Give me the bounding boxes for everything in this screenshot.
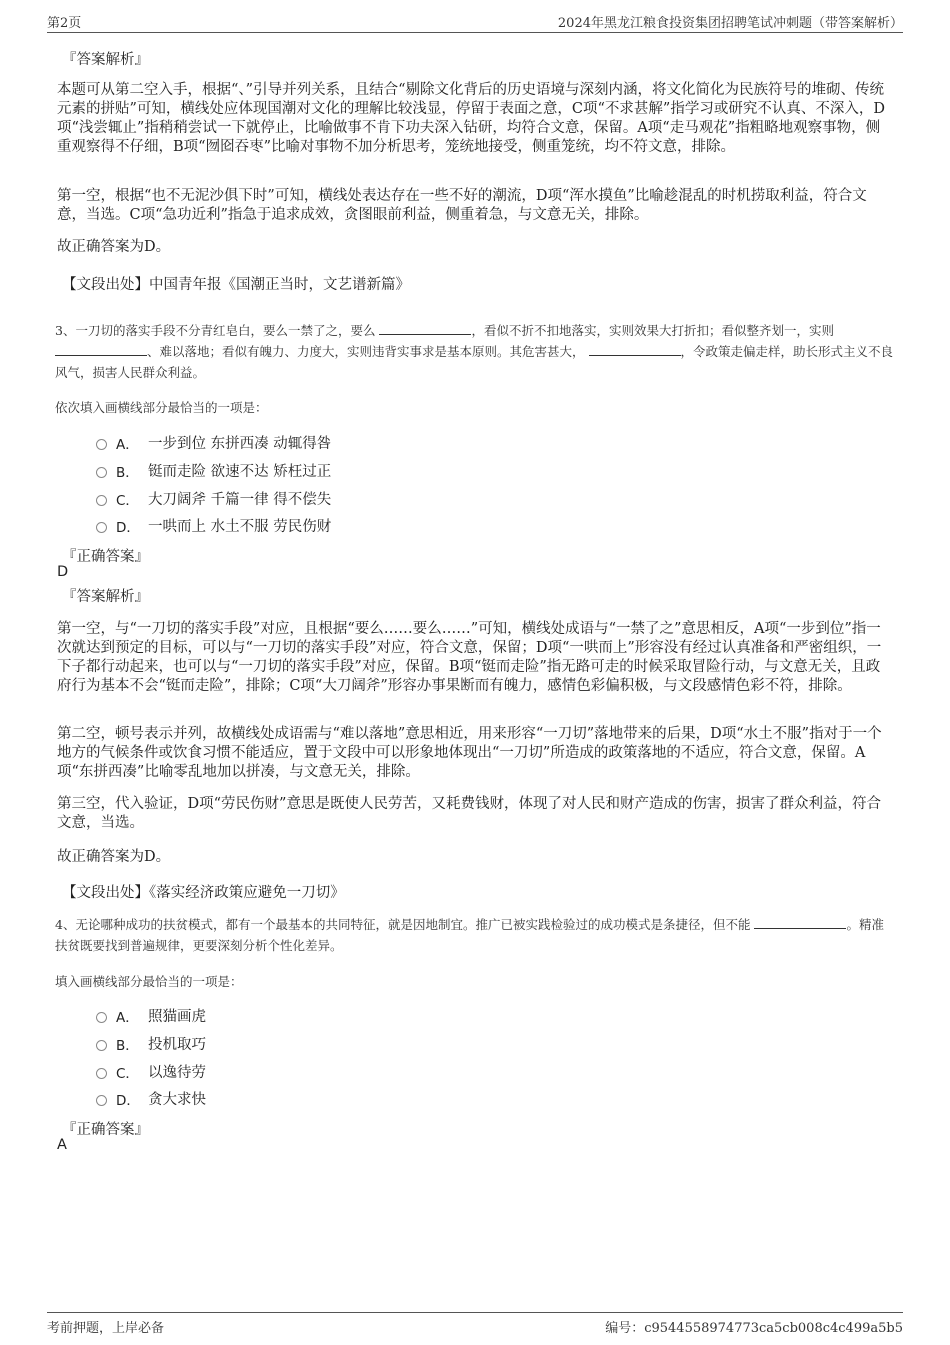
q3-analysis-p3: 第三空，代入验证，D项“劳民伤财”意思是既使人民劳苦，又耗费钱财，体现了对人民和财产造成的伤害，损害了群众利益，符合文意，当选。 bbox=[57, 796, 881, 831]
q3-blank-2 bbox=[55, 343, 147, 356]
radio-icon[interactable] bbox=[96, 467, 107, 478]
radio-icon[interactable] bbox=[96, 1012, 107, 1023]
q3-analysis-p2: 第二空，顿号表示并列，故横线处成语需与“难以落地”意思相近，用来形容“一刀切”落地带来的后果，D项“水土不服”指对于一个地方的气候条件或饮食习惯不能适应，置于文段中可以形象地体现出“一刀切”所造成的政策落地的不适应，符合文意，保留。A项“东拼西凑”比喻零乱地加以拼凑，与文意无关，排除。 bbox=[57, 726, 882, 780]
q3-prompt: 依次填入画横线部分最恰当的一项是： bbox=[55, 400, 268, 415]
document-title: 2024年黑龙江粮食投资集团招聘笔试冲刺题（带答案解析） bbox=[557, 16, 903, 31]
q2-analysis-p2: 第一空，根据“也不无泥沙俱下时”可知，横线处表达存在一些不好的潮流，D项“浑水摸鱼”比喻趁混乱的时机捞取利益，符合文意，当选。C项“急功近利”指急于追求成效，贪图眼前利益，侧重着急，与文意无关，排除。 bbox=[57, 188, 867, 223]
q3-option-d[interactable]: D． 一哄而上 水土不服 劳民伤财 bbox=[96, 515, 331, 536]
q3-option-c[interactable]: C． 大刀阔斧 千篇一律 得不偿失 bbox=[96, 488, 331, 509]
page-footer bbox=[47, 1312, 903, 1336]
q3-analysis-p1: 第一空，与“一刀切的落实手段”对应，且根据“要么……要么……”可知，横线处成语与“一禁了之”意思相反，A项“一步到位”指一次就达到预定的目标，可以与“一刀切的落实手段”对应，符合文意，保留；D项“一哄而上”形容没有经过认真准备和严密组织，一下子都行动起来，也可以与“一刀切的落实手段”对应，保留。B项“铤而走险”指无路可走的时候采取冒险行动，与文意无关，且政府行为基本不会“铤而走险”，排除；C项“大刀阔斧”形容办事果断而有魄力，感情色彩偏积极，与文段感情色彩不符，排除。 bbox=[57, 621, 882, 694]
q4-option-d[interactable]: D． 贪大求快 bbox=[96, 1088, 206, 1109]
q4-correct-value: A bbox=[57, 1137, 67, 1153]
page-header bbox=[47, 12, 903, 33]
footer-slogan: 考前押题，上岸必备 bbox=[47, 1321, 165, 1336]
q2-analysis-label: 『答案解析』 bbox=[62, 52, 149, 68]
footer-serial: 编号：c9544558974773ca5cb008c4c499a5b5 bbox=[605, 1321, 903, 1336]
q3-conclusion: 故正确答案为D。 bbox=[57, 849, 171, 865]
q3-correct-value: D bbox=[57, 564, 69, 580]
q2-conclusion: 故正确答案为D。 bbox=[57, 239, 171, 255]
radio-icon[interactable] bbox=[96, 1068, 107, 1079]
q3-stem: 3、一刀切的落实手段不分青红皂白，要么一禁了之，要么 ，看似不折不扣地落实，实则效果大打折扣；看似整齐划一，实则 、难以落地；看似有魄力、力度大，实则违背实事求是基本原则。其危害甚大， ，令政策走偏走样，助长形式主义不良风气，损害人民群众利益。 bbox=[55, 323, 894, 380]
q4-correct-label: 『正确答案』 bbox=[62, 1122, 149, 1138]
q2-analysis-p1: 本题可从第二空入手，根据“、”引导并列关系，且结合“剔除文化背后的历史语境与深刻内涵，将文化简化为民族符号的堆砌、传统元素的拼贴”可知，横线处应体现国潮对文化的理解比较浅显，停留于表面之意，C项“不求甚解”指学习或研究不认真、不深入，D项“浅尝辄止”指稍稍尝试一下就停止，比喻做事不肯下功夫深入钻研，均符合文意，保留。A项“走马观花”指粗略地观察事物，侧重观察得不仔细，B项“囫囵吞枣”比喻对事物不加分析思考，笼统地接受，侧重笼统，均不符文意，排除。 bbox=[57, 82, 885, 155]
q4-option-c[interactable]: C． 以逸待劳 bbox=[96, 1061, 206, 1082]
radio-icon[interactable] bbox=[96, 439, 107, 450]
radio-icon[interactable] bbox=[96, 1040, 107, 1051]
q3-blank-3 bbox=[589, 343, 681, 356]
q4-blank-1 bbox=[754, 916, 846, 929]
page-number: 第2页 bbox=[47, 16, 82, 31]
q4-prompt: 填入画横线部分最恰当的一项是： bbox=[55, 974, 243, 989]
q3-correct-label: 『正确答案』 bbox=[62, 549, 149, 565]
radio-icon[interactable] bbox=[96, 522, 107, 533]
q3-option-a[interactable]: A． 一步到位 东拼西凑 动辄得咎 bbox=[96, 432, 331, 453]
q3-analysis-label: 『答案解析』 bbox=[62, 589, 149, 605]
q4-option-a[interactable]: A． 照猫画虎 bbox=[96, 1005, 206, 1026]
q3-option-b[interactable]: B． 铤而走险 欲速不达 矫枉过正 bbox=[96, 460, 331, 481]
q3-source: 【文段出处】《落实经济政策应避免一刀切》 bbox=[62, 885, 345, 901]
q4-stem: 4、无论哪种成功的扶贫模式，都有一个最基本的共同特征，就是因地制宜。推广已被实践检验过的成功模式是条捷径，但不能 。精准扶贫既要找到普遍规律，更要深刻分析个性化差异。 bbox=[55, 917, 884, 953]
radio-icon[interactable] bbox=[96, 1095, 107, 1106]
q3-blank-1 bbox=[379, 322, 471, 335]
radio-icon[interactable] bbox=[96, 495, 107, 506]
q2-source: 【文段出处】中国青年报《国潮正当时，文艺谱新篇》 bbox=[62, 277, 410, 293]
q4-option-b[interactable]: B． 投机取巧 bbox=[96, 1033, 206, 1054]
